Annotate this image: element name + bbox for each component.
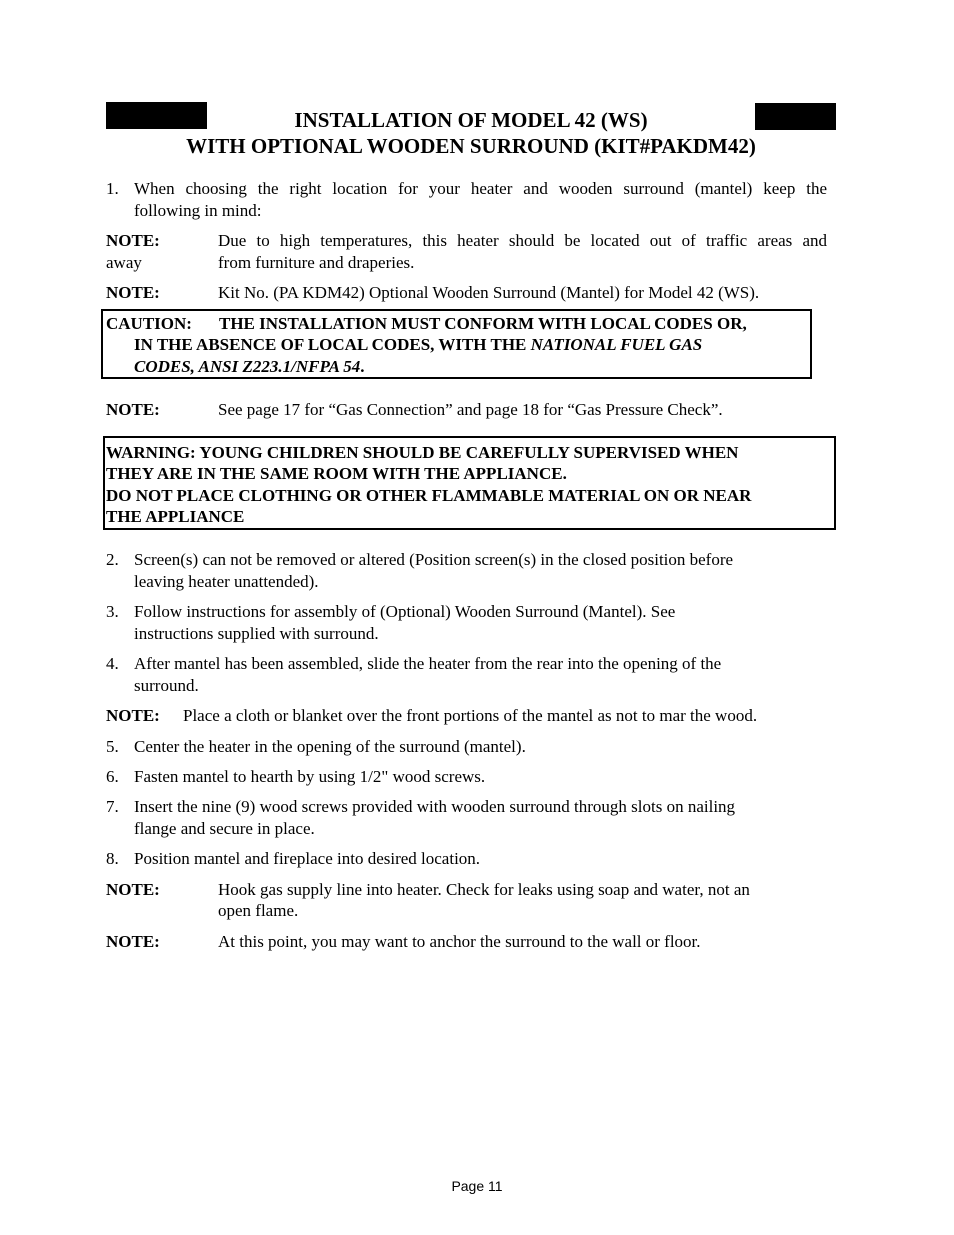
note-5-label: NOTE: (106, 880, 160, 899)
note-1-label-cont: away (106, 253, 142, 272)
note-2-text: Kit No. (PA KDM42) Optional Wooden Surround (Mantel) for Model 42 (WS). (218, 283, 760, 302)
note-4-label: NOTE: (106, 706, 160, 725)
item-7-number: 7. (106, 797, 119, 816)
note-6-label: NOTE: (106, 932, 160, 951)
item-6-text: Fasten mantel to hearth by using 1/2" wood screws. (134, 767, 486, 786)
item-3-number: 3. (106, 602, 119, 621)
item-2-line2: leaving heater unattended). (134, 572, 319, 591)
item-4-line1: After mantel has been assembled, slide the heater from the rear into the opening of the (134, 654, 722, 673)
item-1-line2: following in mind: (134, 201, 262, 220)
page-title-line1: INSTALLATION OF MODEL 42 (WS) (294, 108, 648, 132)
page-title-line2: WITH OPTIONAL WOODEN SURROUND (KIT#PAKDM42) (186, 134, 756, 158)
warning-line1: WARNING: YOUNG CHILDREN SHOULD BE CAREFULLY SUPERVISED WHEN (106, 443, 739, 462)
note-1-line2: from furniture and draperies. (218, 253, 415, 272)
item-3-line2: instructions supplied with surround. (134, 624, 379, 643)
warning-line4: THE APPLIANCE (106, 507, 245, 526)
item-6-number: 6. (106, 767, 119, 786)
note-1-label: NOTE: (106, 231, 160, 250)
item-2-line1: Screen(s) can not be removed or altered (Position screen(s) in the closed position before (134, 550, 734, 569)
item-5-text: Center the heater in the opening of the surround (mantel). (134, 737, 526, 756)
item-4-number: 4. (106, 654, 119, 673)
note-6-text: At this point, you may want to anchor the surround to the wall or floor. (218, 932, 701, 951)
page-number: Page 11 (451, 1178, 503, 1194)
caution-label: CAUTION: (106, 314, 192, 333)
note-4-text: Place a cloth or blanket over the front portions of the mantel as not to mar the wood. (183, 706, 758, 725)
item-3-line1: Follow instructions for assembly of (Optional) Wooden Surround (Mantel). See (134, 602, 676, 621)
item-4-line2: surround. (134, 676, 199, 695)
item-2-number: 2. (106, 550, 119, 569)
caution-line1: THE INSTALLATION MUST CONFORM WITH LOCAL CODES OR, (219, 314, 747, 333)
item-1-number: 1. (106, 179, 119, 198)
item-7-line1: Insert the nine (9) wood screws provided with wooden surround through slots on nailing (134, 797, 736, 816)
item-1-line1: When choosing the right location for your heater and wooden surround (mantel) keep the (134, 179, 827, 198)
item-7-line2: flange and secure in place. (134, 819, 315, 838)
item-5-number: 5. (106, 737, 119, 756)
note-1-line1: Due to high temperatures, this heater should be located out of traffic areas and (218, 231, 827, 250)
note-5-line1: Hook gas supply line into heater. Check for leaks using soap and water, not an (218, 880, 750, 899)
note-3-label: NOTE: (106, 400, 160, 419)
item-8-number: 8. (106, 849, 119, 868)
item-8-text: Position mantel and fireplace into desired location. (134, 849, 481, 868)
note-5-line2: open flame. (218, 901, 299, 920)
note-2-label: NOTE: (106, 283, 160, 302)
note-3-text: See page 17 for “Gas Connection” and page 18 for “Gas Pressure Check”. (218, 400, 723, 419)
warning-line2: THEY ARE IN THE SAME ROOM WITH THE APPLIANCE. (106, 464, 567, 483)
caution-line2: IN THE ABSENCE OF LOCAL CODES, WITH THE NATIONAL FUEL GAS (134, 335, 703, 354)
caution-line3: CODES, ANSI Z223.1/NFPA 54. (134, 357, 365, 376)
warning-line3: DO NOT PLACE CLOTHING OR OTHER FLAMMABLE MATERIAL ON OR NEAR (106, 486, 752, 505)
